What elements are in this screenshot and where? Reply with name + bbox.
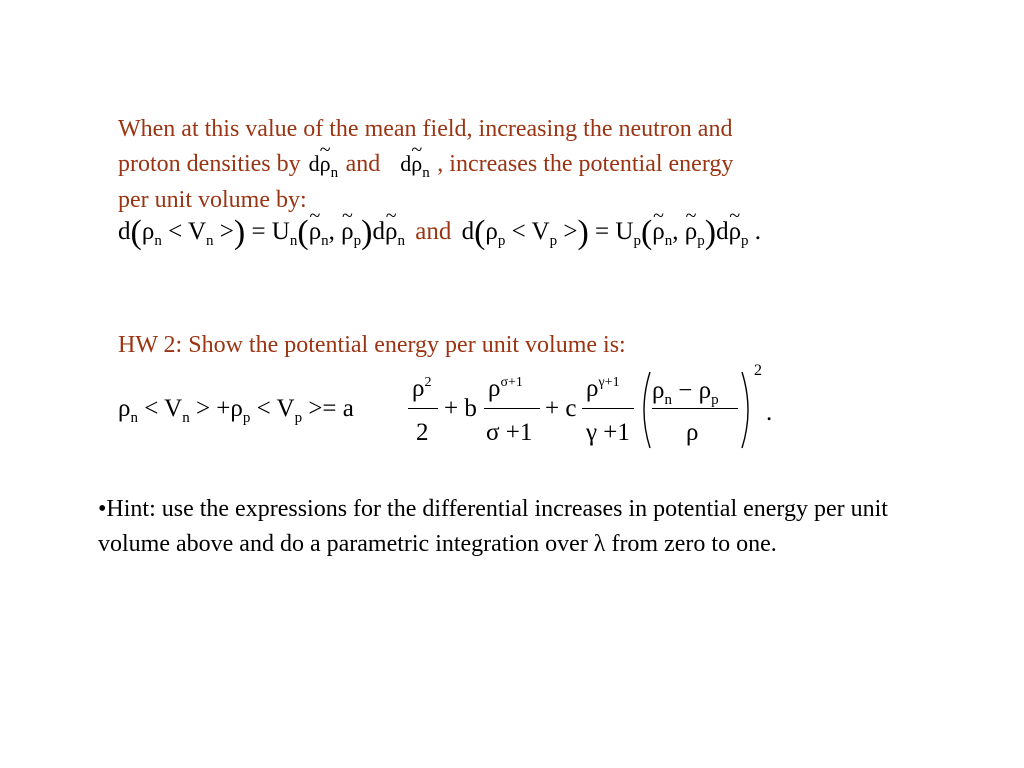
frac1-den: 2: [416, 419, 429, 446]
frac1-num: $\rho^2$: [412, 375, 432, 402]
plus-c: + c: [545, 395, 577, 422]
eq2-period: .: [766, 399, 773, 426]
frac3-num: $\rho^{\gamma+1}$: [586, 375, 620, 402]
frac2-num: $\rho^{\sigma+1}$: [488, 375, 523, 402]
frac2-bar: [484, 408, 540, 409]
frac2-den: σ +1: [486, 419, 533, 446]
intro-line-2: [118, 152, 733, 181]
hint-paragraph: •Hint: use the expressions for the differential increases in potential energy per unit volume above and do a parametric integration over λ from zero to one.: [98, 496, 888, 557]
hw-title: HW 2: Show the potential energy per unit volume is:: [118, 332, 626, 358]
intro-line-3: per unit volume by:: [118, 187, 307, 213]
eq2-lhs: $\rho_n < V_n > +\rho_p < V_p >= a$: [118, 395, 354, 426]
equation-1: $d(\rho_n < V_n$ >) = $U_n(\sim$ $\rho_n$, ~ $\rho_p)d\sim$ $\rho_n$ and $d(\rho_p < V_p$ >) = $U_p(\sim$ $\rho_n$, ~ $\rho_p)d\sim$ $\rho_p$ .: [118, 216, 761, 250]
intro-line-2-and: and: [345, 151, 381, 177]
frac3-den: γ +1: [586, 419, 630, 446]
big-paren-left: [636, 370, 652, 450]
intro-line-2-a: proton densities by: [118, 151, 301, 177]
and-word: and: [415, 218, 452, 245]
plus-b: + b: [444, 395, 477, 422]
frac1-bar: [408, 408, 438, 409]
frac4-bar: [652, 408, 738, 409]
d-rho-n-inline-2: d~ $\rho_n$: [400, 151, 435, 176]
big-paren-right: [740, 370, 756, 450]
outer-exponent: 2: [754, 362, 762, 379]
intro-line-2-c: , increases the potential energy: [437, 151, 734, 177]
intro-line-1: When at this value of the mean field, increasing the neutron and: [118, 116, 733, 142]
frac4-den: ρ: [686, 419, 699, 446]
frac3-bar: [582, 408, 634, 409]
d-rho-n-inline-1: d~ $\rho_n$: [309, 151, 344, 176]
frac4-num: $\rho_n - \rho_p$: [652, 377, 719, 408]
